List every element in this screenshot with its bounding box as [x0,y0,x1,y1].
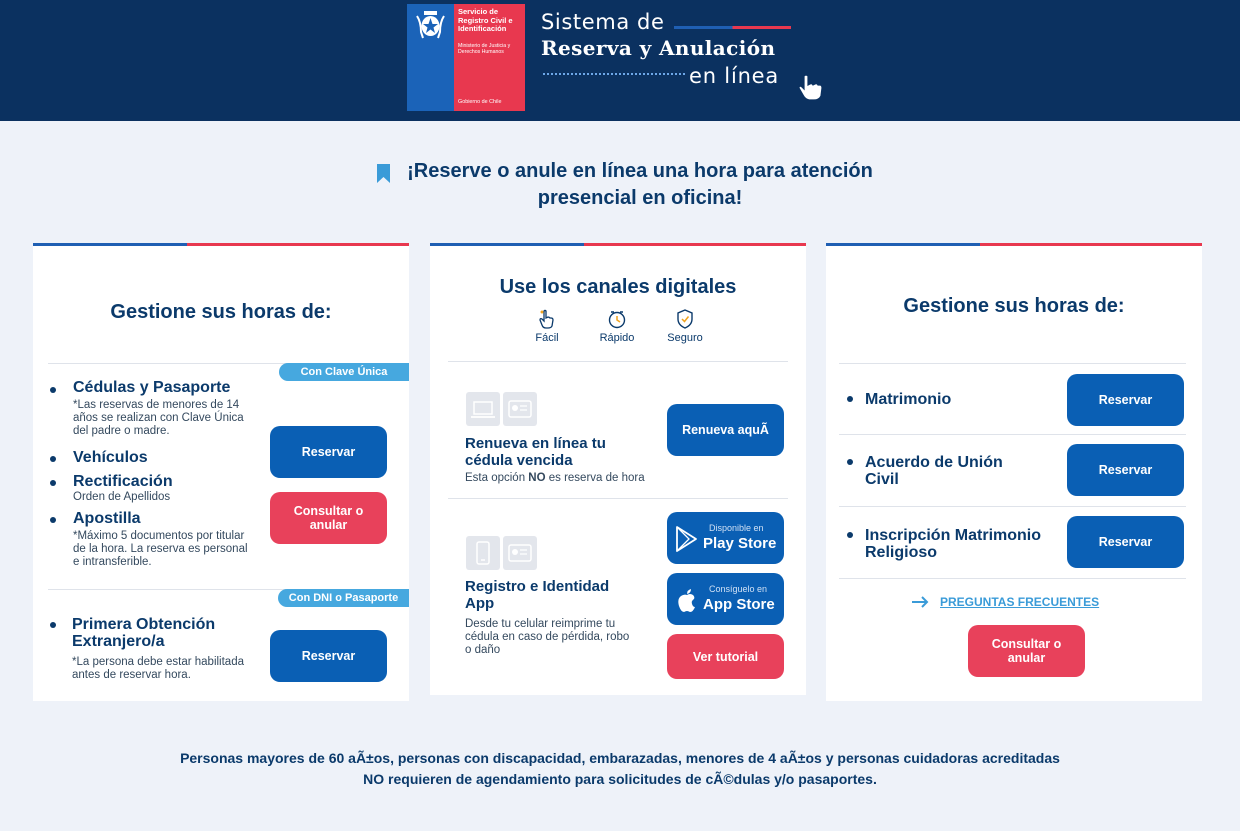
item-title: Primera Obtención Extranjero/a [72,616,216,650]
reservar-matrimonio-button[interactable]: Reservar [1067,374,1184,426]
logo-blue-panel [407,4,454,111]
bullet [50,517,56,523]
arrow-right-icon [912,596,929,608]
app-title: Registro e Identidad App [465,578,610,612]
logo-red-panel [454,4,525,111]
laptop-icon [466,392,500,426]
app-store-label: App Store [703,596,775,613]
item-note: Orden de Apellidos [73,491,171,503]
reservar-button[interactable]: Reservar [270,426,387,478]
bullet [50,480,56,486]
renueva-title: Renueva en línea tu cédula vencida [465,435,606,469]
card-digital-channels [430,243,806,695]
preguntas-frecuentes-link[interactable]: PREGUNTAS FRECUENTES [940,595,1100,609]
feature-label: Rápido [599,332,635,344]
item-title: Matrimonio [865,391,952,408]
item-title: Rectificación [73,473,173,490]
feature-fast [594,309,640,344]
play-store-label: Play Store [703,535,777,552]
brand-title-line1: Sistema de [541,10,665,34]
footer-line1: Personas mayores de 60 aÃ±os, personas con discapacidad, embarazadas, menores de 4 aÃ±os y personas cuidadoras acreditadas [180,750,1060,766]
play-store-button[interactable] [667,512,784,564]
feature-secure [664,309,706,344]
divider [839,434,1186,435]
divider [839,506,1186,507]
renueva-note-pre: Esta opción [465,472,529,484]
play-store-caption: Disponible en [709,523,764,533]
bullet [847,532,853,538]
id-card-icon [503,392,537,426]
footer-line2: NO requieren de agendamiento para solicitudes de cÃ©dulas y/o pasaportes. [363,771,877,787]
card-accent-bar [430,243,806,246]
brand-dotted-line [543,73,685,75]
headline-line2: presencial en oficina! [537,187,743,209]
reservar-religioso-button[interactable]: Reservar [1067,516,1184,568]
card-accent-bar [826,243,1202,246]
consultar-anular-button[interactable]: Consultar o anular [270,492,387,544]
item-note: *Máximo 5 documentos por titular de la hora. La reserva es personal e intransferible. [73,530,248,568]
renueva-note-post: es reserva de hora [545,472,645,484]
pointer-hand-icon [795,72,825,102]
divider [448,498,788,499]
item-title: Cédulas y Pasaporte [73,379,231,396]
clave-unica-tag: Con Clave Única [279,363,409,381]
chile-crest-icon [413,8,448,42]
item-title: Vehículos [73,449,148,466]
dni-pasaporte-tag: Con DNI o Pasaporte [278,589,409,607]
card-title: Gestione sus horas de: [110,301,332,323]
feature-label: Seguro [667,332,703,344]
logo-ministry-name: Ministerio de Justicia y Derechos Humanos [458,43,511,55]
feature-easy [527,309,567,344]
list-item [73,473,273,504]
app-description: Desde tu celular reimprime tu cédula en caso de pérdida, robo o daño [465,618,630,656]
hand-pointer-icon [538,309,556,329]
registro-civil-logo[interactable] [407,4,525,111]
reservar-extranjero-button[interactable]: Reservar [270,630,387,682]
site-header [0,0,1240,121]
list-item [73,510,273,569]
apple-icon [674,586,700,614]
bullet [847,459,853,465]
card-title: Use los canales digitales [499,276,737,298]
feature-label: Fácil [535,332,559,344]
logo-government-name: Gobierno de Chile [458,99,502,105]
divider [839,578,1186,579]
play-store-icon [674,525,700,553]
card-title: Gestione sus horas de: [903,295,1125,317]
faq-link-row[interactable] [912,595,1099,609]
ver-tutorial-button[interactable]: Ver tutorial [667,634,784,679]
shield-icon [676,309,694,329]
divider [839,363,1186,364]
brand-title-line3: en línea [689,64,780,88]
renueva-aqui-button[interactable]: Renueva aquÃ [667,404,784,456]
list-item [73,379,273,438]
bullet [50,387,56,393]
card-civil-documents [33,243,409,701]
brand-title-line2: Reserva y Anulación [541,36,776,60]
bullet [847,396,853,402]
footer-notice [180,748,1060,790]
card-matrimonio [826,243,1202,701]
item-title: Acuerdo de Unión Civil [865,454,1003,488]
renueva-note-bold: NO [528,472,546,484]
item-note: *Las reservas de menores de 14 años se realizan con Clave Única del padre o madre. [73,399,244,437]
bullet [50,622,56,628]
id-card-icon [503,536,537,570]
item-title: Apostilla [73,510,141,527]
card-accent-bar [33,243,409,246]
item-note: *La persona debe estar habilitada antes de reservar hora. [72,656,244,681]
divider [448,361,788,362]
logo-institution-name: Servicio de Registro Civil e Identificación [458,7,513,33]
renueva-note [465,472,645,484]
list-item [72,616,262,682]
app-store-caption: Consíguelo en [709,584,768,594]
list-item [73,449,273,466]
clock-icon [607,309,627,329]
phone-icon [466,536,500,570]
headline-line1: ¡Reserve o anule en línea una hora para atención [407,160,873,182]
bullet [50,456,56,462]
page-headline [380,158,900,212]
consultar-anular-button[interactable]: Consultar o anular [968,625,1085,677]
reservar-union-civil-button[interactable]: Reservar [1067,444,1184,496]
brand-divider [674,26,791,29]
app-store-button[interactable] [667,573,784,625]
item-title: Inscripción Matrimonio Religioso [865,527,1042,561]
